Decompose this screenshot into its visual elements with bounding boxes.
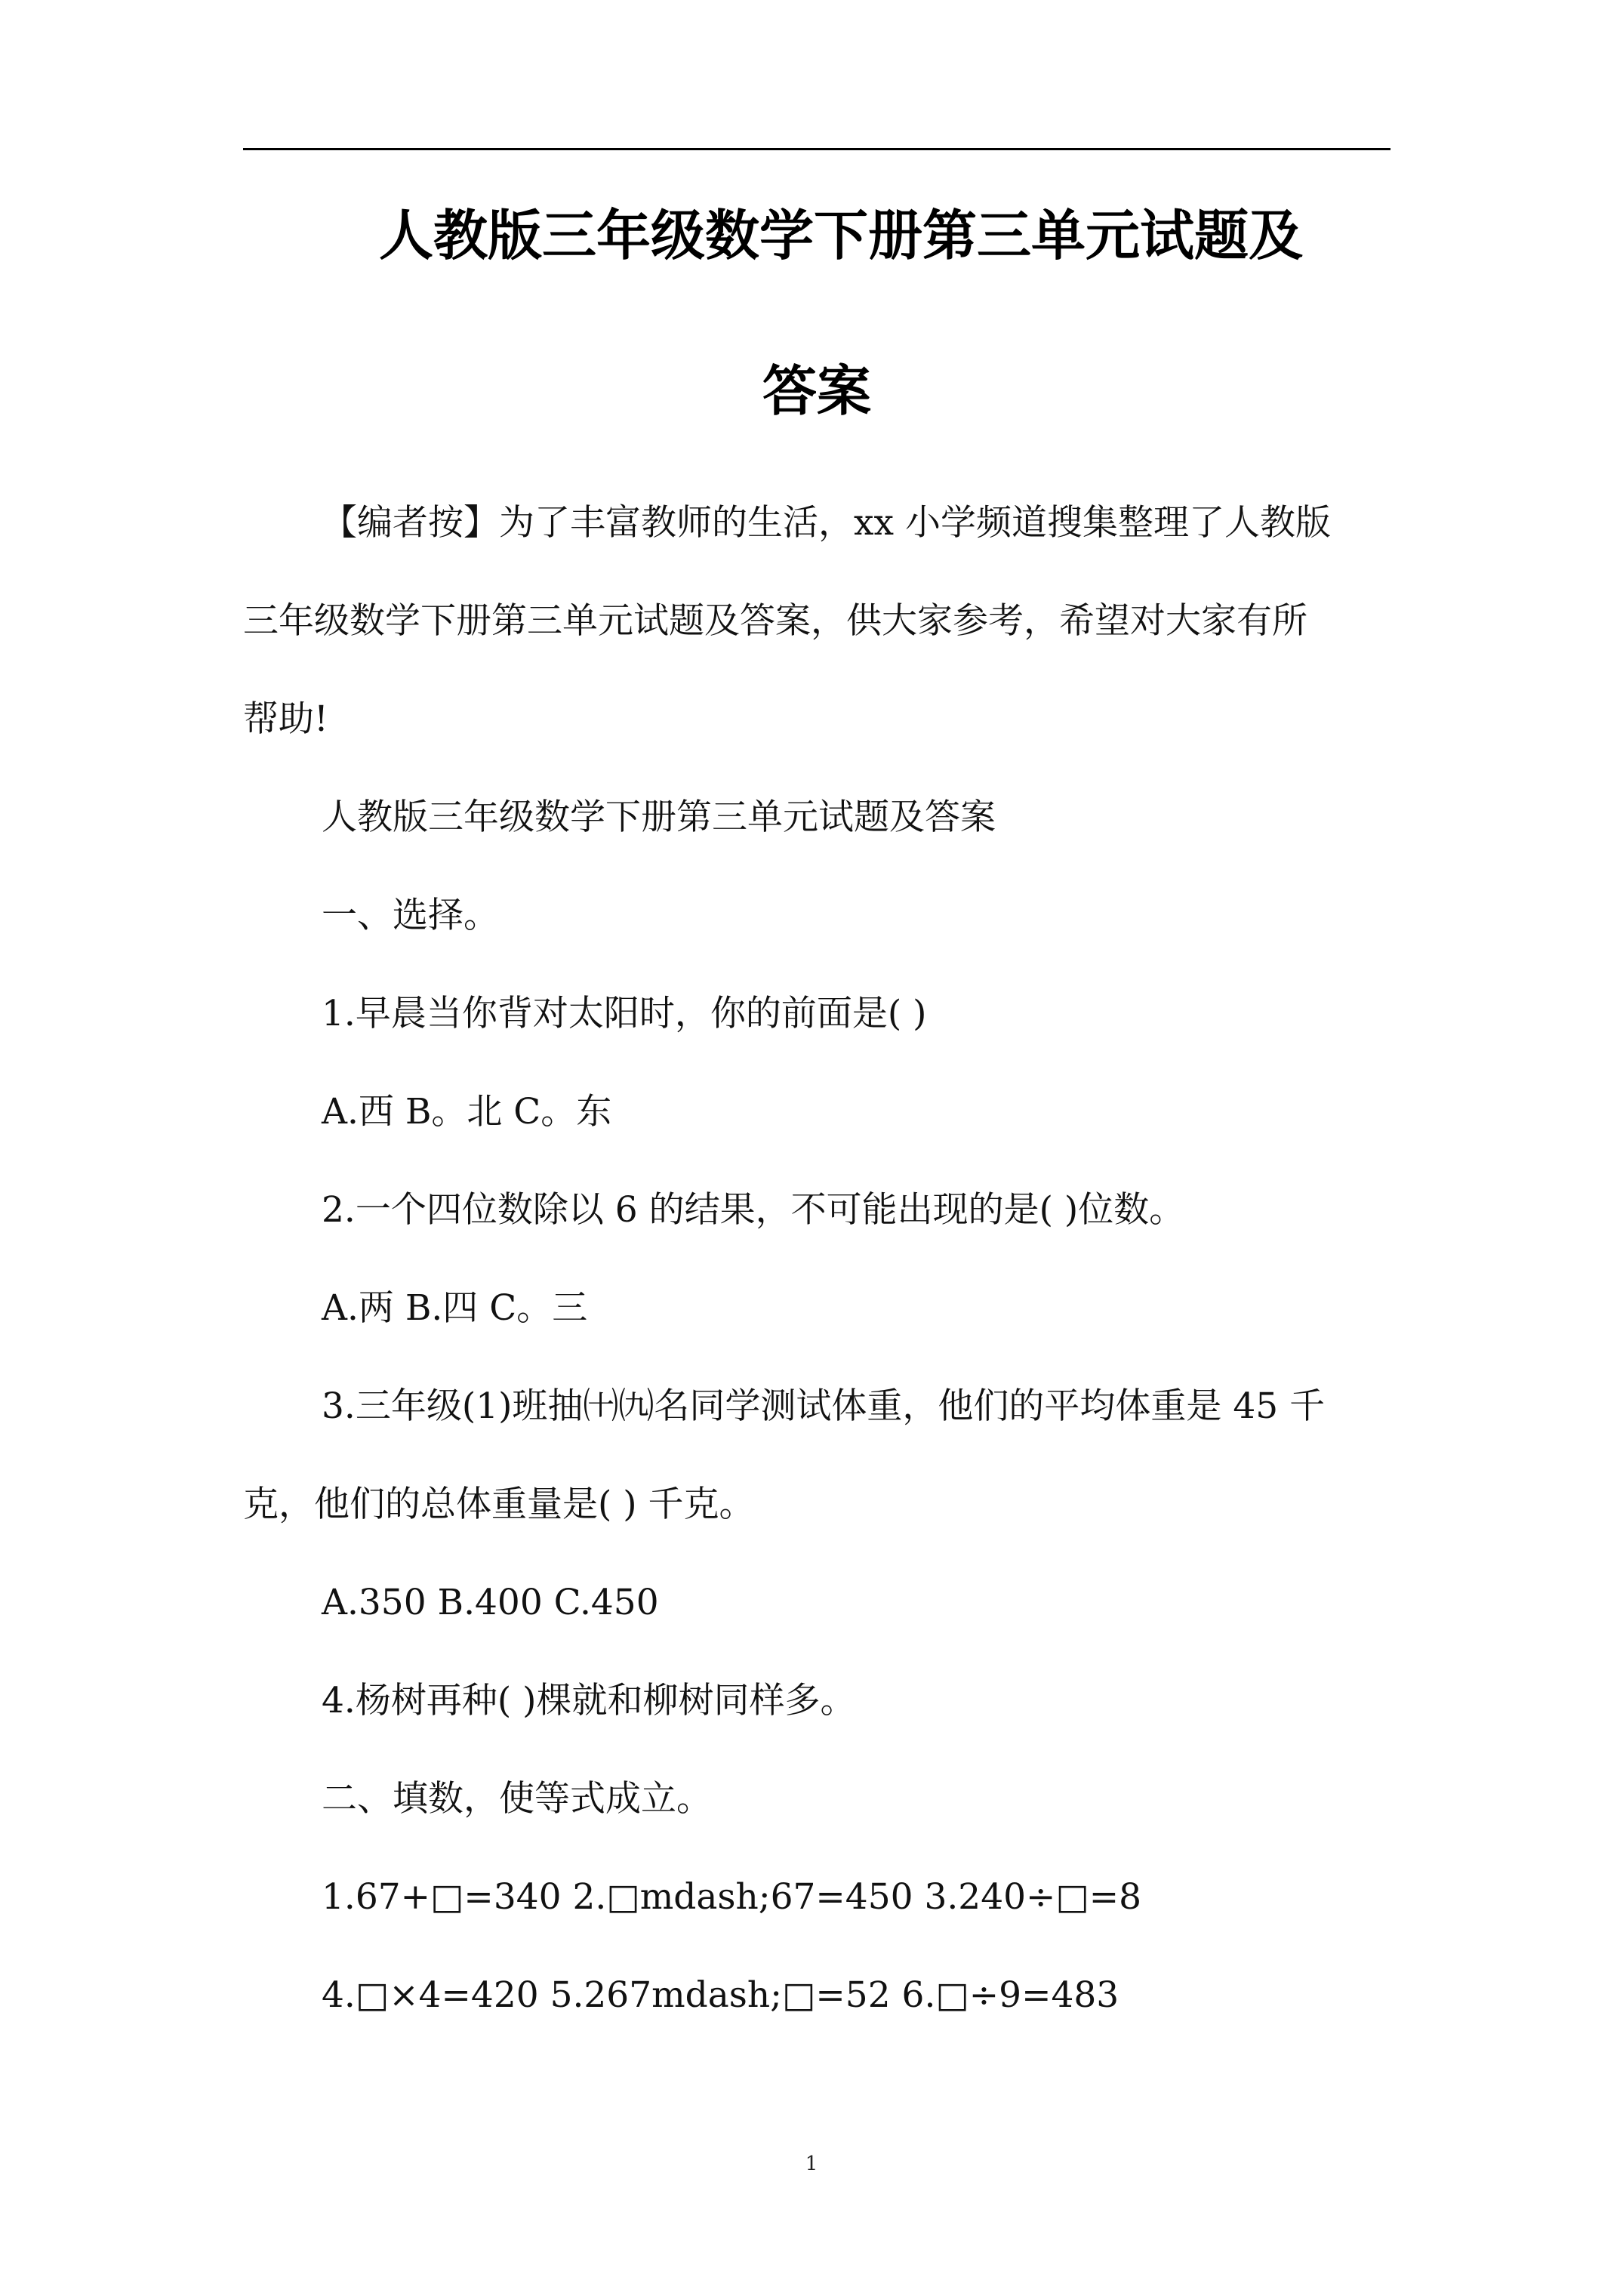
question-3-line-2: 克，他们的总体重量是( ) 千克。 [243,1484,755,1525]
header-rule [243,148,1390,150]
section-heading: 人教版三年级数学下册第三单元试题及答案 [322,797,996,838]
equations-row-2: 4.□×4=420 5.267mdash;□=52 6.□÷9=483 [322,1974,1119,2016]
question-3-options: A.350 B.400 C.450 [322,1582,659,1623]
question-1-options: A.西 B。北 C。东 [322,1091,612,1133]
document-title-line-2: 答案 [762,359,871,423]
equations-row-1: 1.67+□=340 2.□mdash;67=450 3.240÷□=8 [322,1876,1142,1918]
part-one-heading: 一、选择。 [322,895,499,936]
question-1: 1.早晨当你背对太阳时，你的前面是( ) [322,993,927,1034]
question-2-options: A.两 B.四 C。三 [322,1287,588,1329]
question-3-line-1: 3.三年级(1)班抽㈩㈨名同学测试体重，他们的平均体重是 45 千 [322,1385,1326,1427]
document-title-line-1: 人教版三年级数学下册第三单元试题及 [379,203,1304,267]
intro-line-1: 【编者按】为了丰富教师的生活，xx 小学频道搜集整理了人教版 [322,502,1331,544]
intro-line-3: 帮助! [243,698,328,740]
page-number: 1 [805,2153,818,2175]
question-4: 4.杨树再种( )棵就和柳树同样多。 [322,1680,856,1721]
intro-line-2: 三年级数学下册第三单元试题及答案，供大家参考，希望对大家有所 [243,600,1307,642]
question-2: 2.一个四位数除以 6 的结果，不可能出现的是( )位数。 [322,1189,1185,1231]
part-two-heading: 二、填数，使等式成立。 [322,1778,712,1820]
